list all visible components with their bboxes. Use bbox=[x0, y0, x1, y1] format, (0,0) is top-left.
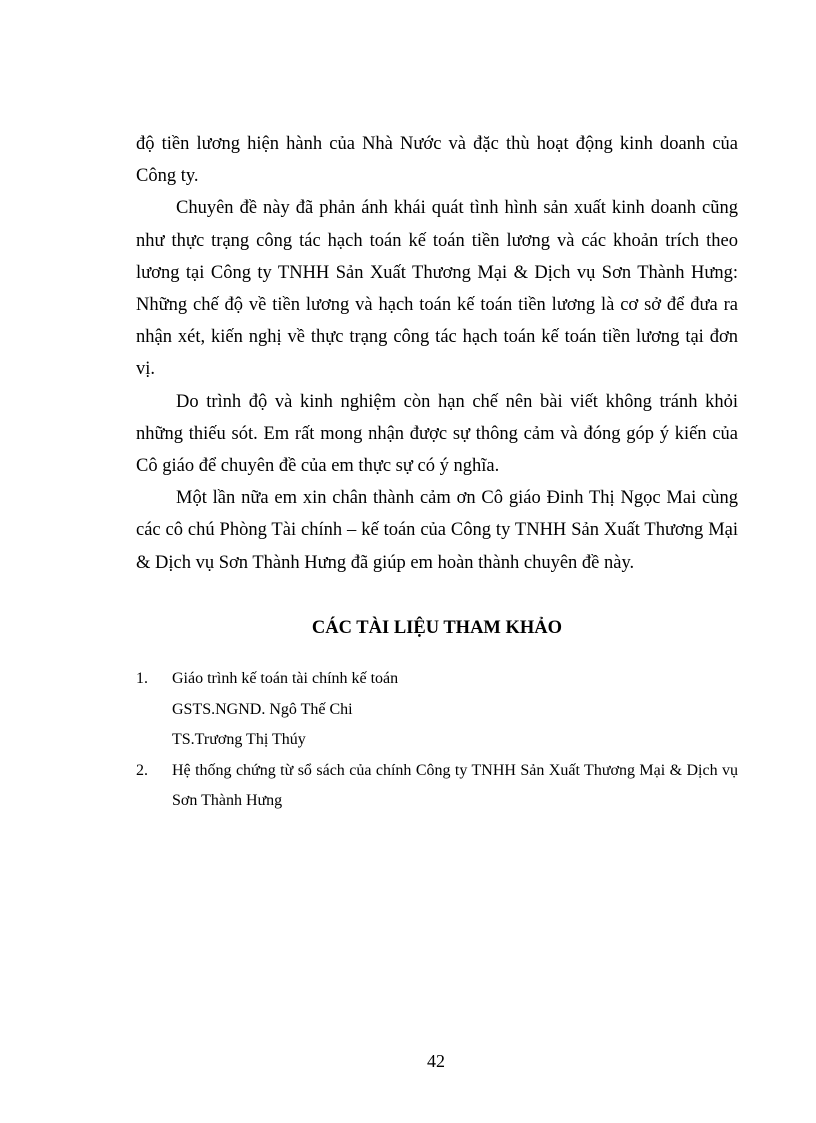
reference-title: Hệ thống chứng từ sổ sách của chính Công ty TNHH Sản Xuất Thương Mại & Dịch vụ Sơn Thành Hưng bbox=[172, 761, 738, 809]
reference-body bbox=[172, 664, 738, 756]
references-list bbox=[136, 664, 738, 817]
reference-author: GSTS.NGND. Ngô Thế Chi bbox=[172, 700, 353, 718]
reference-author: TS.Trương Thị Thúy bbox=[172, 731, 306, 748]
reference-item-2 bbox=[136, 756, 738, 817]
paragraph-continuation: độ tiền lương hiện hành của Nhà Nước và đặc thù hoạt động kinh doanh của Công ty. bbox=[136, 134, 738, 187]
reference-body bbox=[172, 756, 738, 817]
body-text bbox=[136, 128, 738, 579]
reference-number: 2. bbox=[136, 761, 148, 779]
reference-title: Giáo trình kế toán tài chính kế toán bbox=[172, 670, 399, 687]
references-heading: CÁC TÀI LIỆU THAM KHẢO bbox=[311, 618, 563, 638]
reference-item-1 bbox=[136, 664, 738, 756]
paragraph-summary: Chuyên đề này đã phản ánh khái quát tình hình sản xuất kinh doanh cũng như thực trạng công tác hạch toán kế toán tiền lương và các khoản trích theo lương tại Công ty TNHH Sản Xuất Thương Mại & Dịch vụ Sơn Thành Hưng: Những chế độ về tiền lương và hạch toán kế toán tiền lương là cơ sở để đưa ra nhận xét, kiến nghị về thực trạng công tác hạch toán kế toán tiền lương tại đơn vị. bbox=[136, 198, 738, 380]
reference-number: 1. bbox=[136, 670, 148, 687]
page-number: 42 bbox=[427, 1051, 445, 1071]
paragraph-limitations: Do trình độ và kinh nghiệm còn hạn chế nên bài viết không tránh khỏi những thiếu sót. Em rất mong nhận được sự thông cảm và đóng góp ý kiến của Cô giáo để chuyên đề của em thực sự có ý nghĩa. bbox=[136, 391, 738, 477]
paragraph-acknowledgement: Một lần nữa em xin chân thành cảm ơn Cô giáo Đinh Thị Ngọc Mai cùng các cô chú Phòng Tài chính – kế toán của Công ty TNHH Sản Xuất Thương Mại & Dịch vụ Sơn Thành Hưng đã giúp em hoàn thành chuyên đề này. bbox=[136, 488, 738, 573]
